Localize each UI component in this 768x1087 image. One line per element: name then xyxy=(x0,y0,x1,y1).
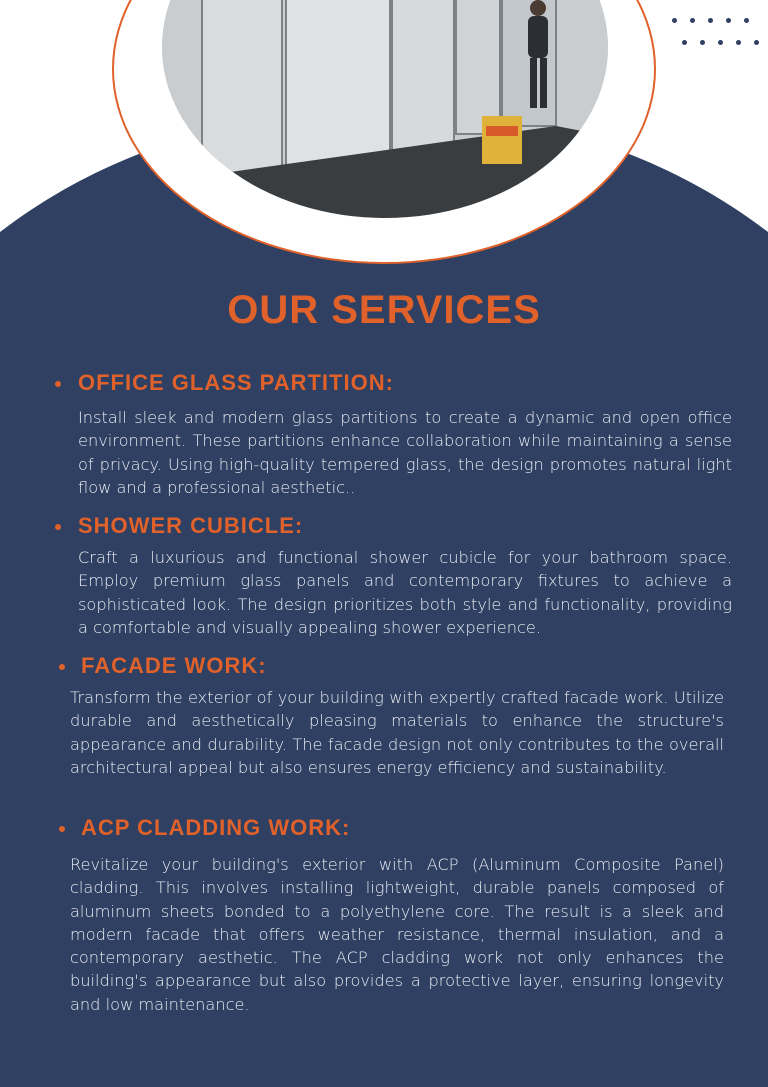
service-body-office-glass-partition: Install sleek and modern glass partitions to create a dynamic and open office environment. These partitions enhance collaboration while maintaining a sense of privacy. Using high-quality tempered glass, the design promotes natural light flow and a professional aesthetic.. xyxy=(78,408,732,497)
page-title: OUR SERVICES xyxy=(227,288,541,332)
service-title-facade-work: FACADE WORK: xyxy=(81,653,267,678)
service-title-acp-cladding-work: ACP CLADDING WORK: xyxy=(81,815,351,840)
service-title-office-glass-partition: OFFICE GLASS PARTITION: xyxy=(78,370,394,395)
bullet-icon xyxy=(59,826,65,832)
bullet-icon xyxy=(59,664,65,670)
hero-photo xyxy=(162,0,608,218)
service-body-facade-work: Transform the exterior of your building with expertly crafted facade work. Utilize durable and aesthetically pleasing materials to enhance the structure's appearance and durability. The facade design not only contributes to the overall architectural appeal but also ensures energy efficiency and sustainability. xyxy=(70,688,724,777)
bullet-icon xyxy=(55,381,61,387)
service-body-acp-cladding-work: Revitalize your building's exterior with ACP (Aluminum Composite Panel) cladding. This involves installing lightweight, durable panels composed of aluminum sheets bonded to a polyethylene core. The result is a sleek and modern facade that offers weather resistance, thermal insulation, and a contemporary aesthetic. The ACP cladding work not only enhances the building's appearance but also provides a protective layer, ensuring longevity and low maintenance. xyxy=(70,855,724,1014)
bullet-icon xyxy=(55,524,61,530)
decorative-dots xyxy=(668,12,758,52)
service-body-shower-cubicle: Craft a luxurious and functional shower cubicle for your bathroom space. Employ premium glass panels and contemporary fixtures to achieve a sophisticated look. The design prioritizes both style and functionality, providing a comfortable and visually appealing shower experience. xyxy=(78,548,732,637)
service-title-shower-cubicle: SHOWER CUBICLE: xyxy=(78,513,304,538)
